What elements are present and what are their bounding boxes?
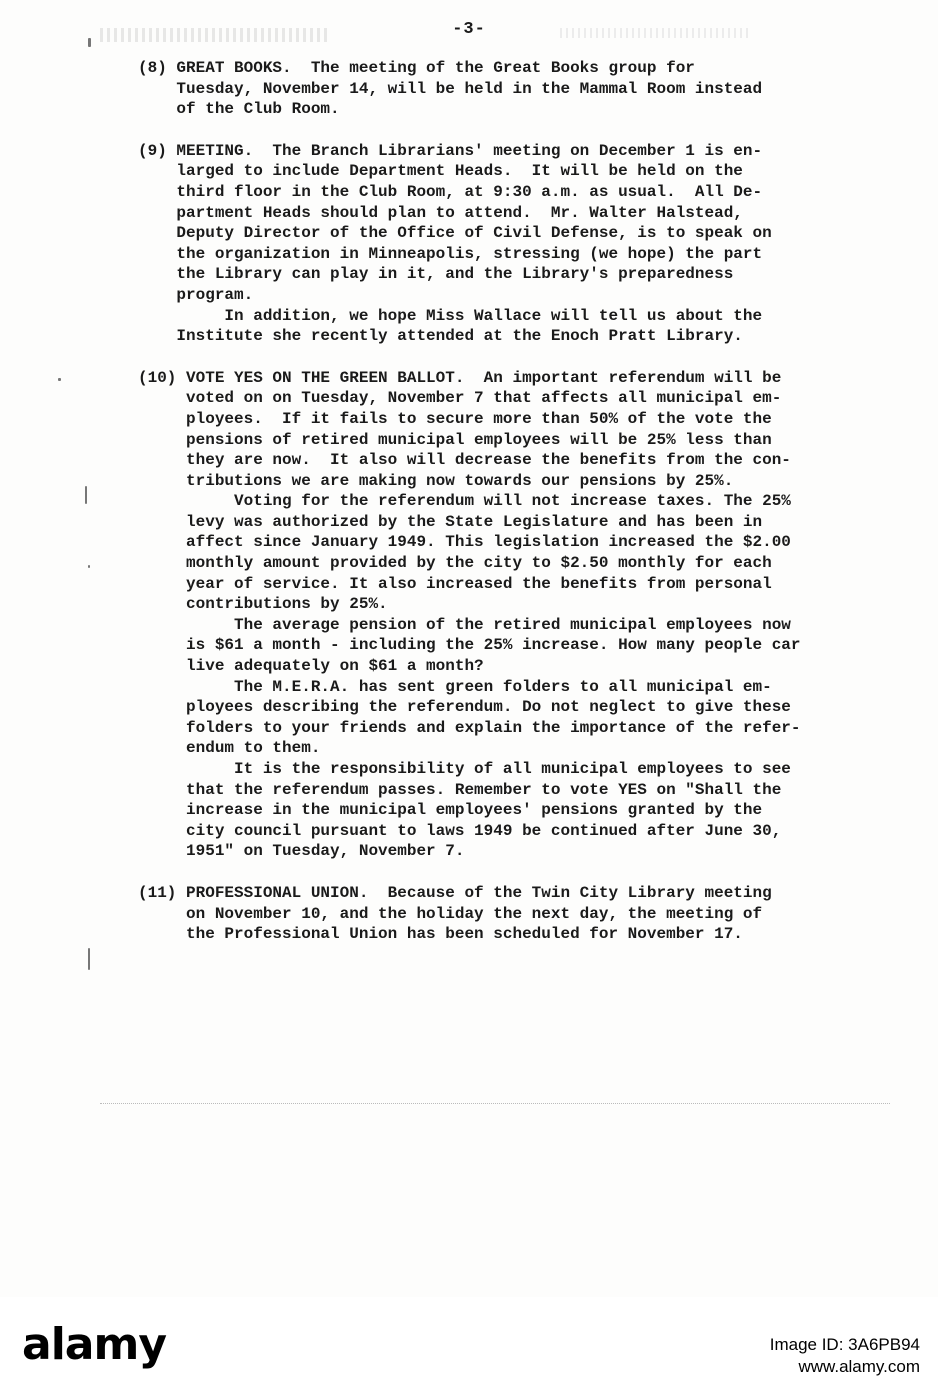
scan-speck — [85, 486, 87, 504]
text-line: the organization in Minneapolis, stressing (we hope) the part — [138, 244, 763, 263]
text-line: ployees. If it fails to secure more than 50% of the vote the — [138, 409, 772, 428]
text-line: It is the responsibility of all municipal employees to see — [138, 760, 791, 778]
scan-artifact-line — [100, 1103, 890, 1104]
scan-speck — [88, 565, 90, 568]
text-line: affect since January 1949. This legislation increased the $2.00 — [138, 533, 791, 552]
text-line: endum to them. — [138, 739, 321, 758]
text-line: third floor in the Club Room, at 9:30 a.m. as usual. All De- — [138, 182, 763, 201]
scan-speck — [88, 948, 90, 970]
text-line: city council pursuant to laws 1949 be continued after June 30, — [138, 821, 782, 840]
document-item — [138, 368, 928, 862]
text-line: Voting for the referendum will not increase taxes. The 25% — [138, 492, 791, 511]
text-line: (8) GREAT BOOKS. The meeting of the Great Books group for — [138, 59, 695, 77]
text-line: that the referendum passes. Remember to vote YES on "Shall the — [138, 780, 782, 799]
text-line: (10) VOTE YES ON THE GREEN BALLOT. An important referendum will be — [138, 368, 782, 387]
text-line: pensions of retired municipal employees will be 25% less than — [138, 430, 772, 449]
text-line: is $61 a month - including the 25% increase. How many people car — [138, 636, 801, 655]
text-line: live adequately on $61 a month? — [138, 657, 484, 676]
text-line: increase in the municipal employees' pensions granted by the — [138, 801, 763, 820]
text-line: monthly amount provided by the city to $2.50 monthly for each — [138, 554, 772, 573]
text-line: contributions by 25%. — [138, 595, 388, 614]
scan-speck — [88, 38, 91, 47]
stock-banner — [0, 1297, 938, 1390]
text-line: The M.E.R.A. has sent green folders to all municipal em- — [138, 677, 772, 696]
stock-image-id: Image ID: 3A6PB94 — [769, 1335, 920, 1354]
document-item — [138, 58, 928, 120]
text-line: voted on on Tuesday, November 7 that affects all municipal em- — [138, 389, 782, 408]
page-number: -3- — [452, 20, 486, 39]
text-line: (9) MEETING. The Branch Librarians' meeting on December 1 is en- — [138, 141, 763, 160]
text-line: of the Club Room. — [138, 100, 340, 119]
text-line: year of service. It also increased the benefits from personal — [138, 574, 772, 593]
text-line: the Library can play in it, and the Library's preparedness — [138, 265, 734, 284]
text-line: larged to include Department Heads. It will be held on the — [138, 162, 743, 181]
stock-logo: alamy — [22, 1319, 166, 1370]
text-line: partment Heads should plan to attend. Mr. Walter Halstead, — [138, 203, 743, 222]
document-body — [138, 58, 928, 966]
scan-speck — [58, 378, 61, 381]
text-line: the Professional Union has been scheduled for November 17. — [138, 925, 743, 944]
text-line: on November 10, and the holiday the next day, the meeting of — [138, 904, 763, 923]
document-item — [138, 883, 928, 945]
text-line: they are now. It also will decrease the benefits from the con- — [138, 451, 791, 470]
text-line: (11) PROFESSIONAL UNION. Because of the Twin City Library meeting — [138, 883, 772, 902]
text-line: The average pension of the retired municipal employees now — [138, 615, 791, 634]
text-line: folders to your friends and explain the importance of the refer- — [138, 718, 801, 737]
text-line: In addition, we hope Miss Wallace will tell us about the — [138, 306, 763, 325]
text-line: ployees describing the referendum. Do not neglect to give these — [138, 698, 791, 717]
text-line: Institute she recently attended at the Enoch Pratt Library. — [138, 327, 743, 346]
text-line: program. — [138, 285, 254, 304]
text-line: Tuesday, November 14, will be held in the Mammal Room instead — [138, 79, 763, 98]
text-line: Deputy Director of the Office of Civil Defense, is to speak on — [138, 224, 772, 243]
text-line: tributions we are making now towards our pensions by 25%. — [138, 471, 734, 490]
stock-url: www.alamy.com — [798, 1357, 920, 1376]
document-item — [138, 141, 928, 347]
text-line: 1951" on Tuesday, November 7. — [138, 842, 465, 861]
text-line: levy was authorized by the State Legislature and has been in — [138, 512, 763, 531]
